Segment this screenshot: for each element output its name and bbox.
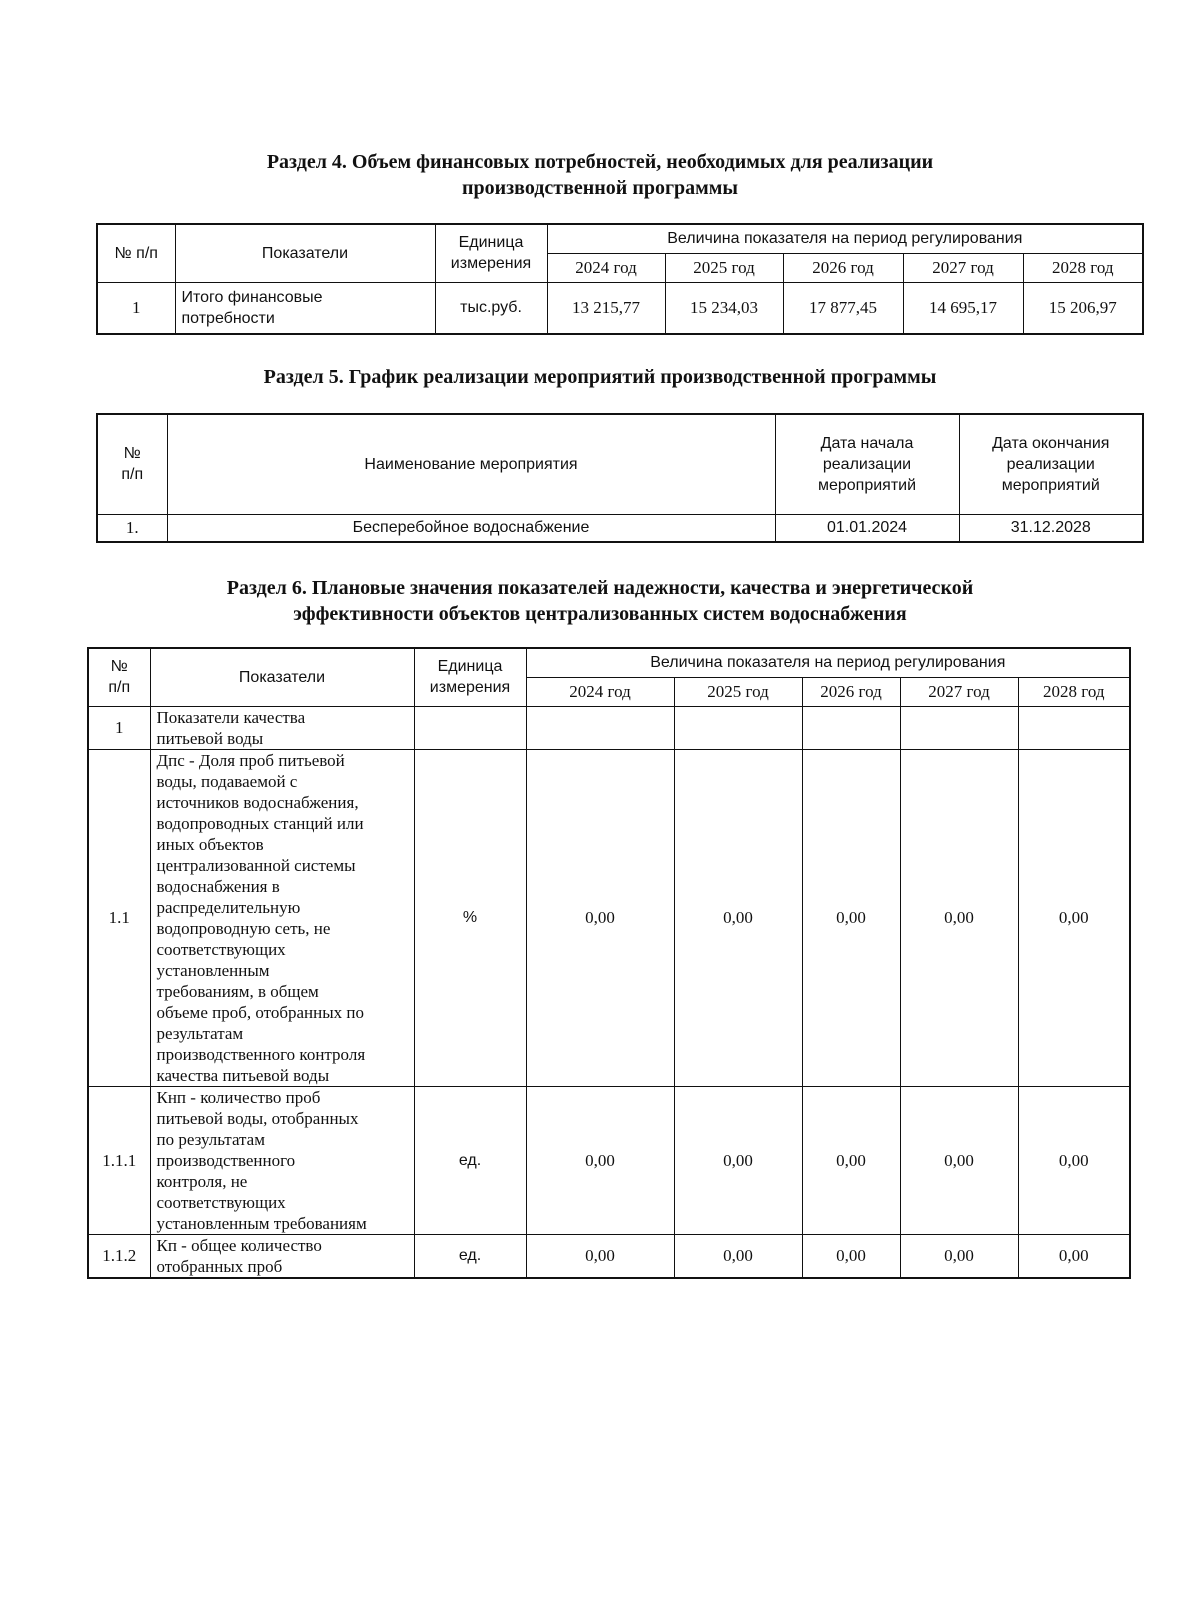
s5-row-start: 01.01.2024 (775, 514, 959, 542)
s6-row-value: 0,00 (1018, 749, 1130, 1086)
s6-row-value (900, 706, 1018, 749)
s6-row-indicator-line: контроля, не (156, 1171, 248, 1191)
s6-row-indicator-line: водопроводных станций или (156, 813, 364, 833)
s4-row-value: 14 695,17 (903, 282, 1023, 334)
s6-row-indicator-line: Кп - общее количество (156, 1235, 322, 1255)
section6-title (0, 575, 1200, 627)
s6-header-year: 2028 год (1018, 677, 1130, 706)
s5-header-name: Наименование мероприятия (167, 414, 775, 514)
s6-row-indicator-line: распределительную (156, 897, 301, 917)
s6-body (88, 706, 1130, 1278)
section5-title (0, 364, 1200, 390)
s4-row-value: 17 877,45 (783, 282, 903, 334)
s6-row-indicator-line: требованиям, в общем (156, 981, 319, 1001)
s5-row-num: 1. (97, 514, 167, 542)
section5-table (96, 413, 1144, 543)
s6-row-value (526, 706, 674, 749)
s5-header-end-line3: мероприятий (1001, 476, 1100, 494)
s4-row (97, 282, 1143, 334)
s6-header-year: 2025 год (674, 677, 802, 706)
section5-title-text: Раздел 5. График реализации мероприятий производственной программы (263, 366, 937, 388)
s6-row-unit: % (414, 749, 526, 1086)
s6-row-indicator (150, 749, 414, 1086)
s6-row-value: 0,00 (674, 1234, 802, 1278)
s6-row-indicator-line: воды, подаваемой с (156, 771, 298, 791)
table-row (88, 1086, 1130, 1234)
s5-header-end-line1: Дата окончания (992, 434, 1110, 452)
s4-row-value: 13 215,77 (547, 282, 665, 334)
s5-header-num-line2: п/п (121, 466, 144, 484)
s5-row-end: 31.12.2028 (959, 514, 1143, 542)
s6-row-value (674, 706, 802, 749)
s6-row-indicator-line: соответствующих (156, 939, 286, 959)
s6-row-indicator-line: производственного контроля (156, 1044, 366, 1064)
s4-header-period: Величина показателя на период регулирования (547, 224, 1143, 253)
s6-row-unit: ед. (414, 1086, 526, 1234)
s6-row-value: 0,00 (900, 1086, 1018, 1234)
s6-row-num: 1.1.2 (88, 1234, 150, 1278)
section4-title-line1: Раздел 4. Объем финансовых потребностей, необходимых для реализации (266, 151, 934, 173)
s6-row-indicator-line: по результатам (156, 1129, 265, 1149)
s6-row-indicator-line: результатам (156, 1023, 244, 1043)
s6-header-num-line2: п/п (108, 679, 131, 697)
s5-header-end (959, 414, 1143, 514)
s6-row-indicator-line: водоснабжения в (156, 876, 280, 896)
table-row (88, 1234, 1130, 1278)
section6-title-line1: Раздел 6. Плановые значения показателей надежности, качества и энергетической (226, 577, 974, 599)
s6-row-unit (414, 706, 526, 749)
s4-row-indicator (175, 282, 435, 334)
s6-row-value: 0,00 (802, 1234, 900, 1278)
s6-row-value: 0,00 (1018, 1234, 1130, 1278)
s6-row-num: 1 (88, 706, 150, 749)
s5-header-start-line3: мероприятий (817, 476, 917, 494)
s6-row-indicator-line: соответствующих (156, 1192, 286, 1212)
s6-header-unit (414, 648, 526, 706)
section4-title-line2: производственной программы (461, 177, 739, 199)
s5-row (97, 514, 1143, 542)
s6-row-indicator-line: Показатели качества (156, 707, 306, 727)
s5-header-num (97, 414, 167, 514)
s6-row-indicator (150, 1086, 414, 1234)
s6-row-indicator-line: иных объектов (156, 834, 264, 854)
s4-header-year: 2027 год (903, 253, 1023, 282)
s6-header-unit-line1: Единица (437, 658, 503, 676)
s5-header-end-line2: реализации (1006, 455, 1095, 473)
s6-row-value: 0,00 (526, 749, 674, 1086)
table-row (88, 749, 1130, 1086)
s6-row-value: 0,00 (802, 749, 900, 1086)
s6-row-indicator-line: Кнп - количество проб (156, 1087, 321, 1107)
s4-header-unit-line2: измерения (450, 255, 532, 273)
s6-header-num (88, 648, 150, 706)
s4-header-indicator: Показатели (175, 224, 435, 282)
s6-row-value: 0,00 (802, 1086, 900, 1234)
s6-header-year: 2024 год (526, 677, 674, 706)
s6-row-indicator-line: качества питьевой воды (156, 1065, 330, 1085)
s6-row-value: 0,00 (674, 1086, 802, 1234)
s4-header-year: 2024 год (547, 253, 665, 282)
s6-row-indicator-line: производственного (156, 1150, 296, 1170)
s6-row-value: 0,00 (900, 749, 1018, 1086)
section6-title-line2: эффективности объектов централизованных систем водоснабжения (293, 603, 907, 625)
s5-header-start (775, 414, 959, 514)
s4-header-year: 2025 год (665, 253, 783, 282)
s6-header-period: Величина показателя на период регулирования (526, 648, 1130, 677)
s6-row-value: 0,00 (526, 1234, 674, 1278)
s4-row-unit: тыс.руб. (435, 282, 547, 334)
s6-header-year: 2026 год (802, 677, 900, 706)
s6-row-indicator-line: объеме проб, отобранных по (156, 1002, 365, 1022)
s6-row-num: 1.1.1 (88, 1086, 150, 1234)
s6-row-value: 0,00 (900, 1234, 1018, 1278)
s6-row-indicator (150, 1234, 414, 1278)
s5-header-start-line2: реализации (822, 455, 912, 473)
s6-header-indicator: Показатели (150, 648, 414, 706)
s4-header-unit (435, 224, 547, 282)
s6-header-unit-line2: измерения (429, 679, 511, 697)
s4-header-year: 2026 год (783, 253, 903, 282)
s5-header-start-line1: Дата начала (820, 434, 914, 452)
s6-row-value: 0,00 (674, 749, 802, 1086)
section4-table (96, 223, 1144, 335)
s4-row-indicator-line1: Итого финансовые (181, 288, 323, 306)
s4-row-value: 15 206,97 (1023, 282, 1143, 334)
s6-row-indicator-line: установленным (156, 960, 270, 980)
s6-row-value: 0,00 (1018, 1086, 1130, 1234)
s6-row-num: 1.1 (88, 749, 150, 1086)
table-row (88, 706, 1130, 749)
s6-row-indicator-line: водопроводную сеть, не (156, 918, 331, 938)
s5-header-num-line1: № (123, 445, 141, 463)
s4-row-value: 15 234,03 (665, 282, 783, 334)
s6-row-indicator-line: Дпс - Доля проб питьевой (156, 750, 345, 770)
s6-row-indicator-line: питьевой воды (156, 728, 264, 748)
s4-header-num: № п/п (97, 224, 175, 282)
s6-row-indicator-line: централизованной системы (156, 855, 356, 875)
s6-row-indicator-line: установленным требованиям (156, 1213, 367, 1233)
section4-title (0, 149, 1200, 201)
s6-row-value (802, 706, 900, 749)
s6-row-indicator-line: отобранных проб (156, 1256, 283, 1276)
s4-header-unit-line1: Единица (458, 234, 524, 252)
s4-header-year: 2028 год (1023, 253, 1143, 282)
s6-row-indicator-line: питьевой воды, отобранных (156, 1108, 359, 1128)
s4-row-num: 1 (97, 282, 175, 334)
s6-row-value: 0,00 (526, 1086, 674, 1234)
section6-table (87, 647, 1131, 1279)
s4-row-indicator-line2: потребности (181, 309, 275, 327)
s6-row-unit: ед. (414, 1234, 526, 1278)
s6-row-value (1018, 706, 1130, 749)
s6-header-year: 2027 год (900, 677, 1018, 706)
s6-row-indicator-line: источников водоснабжения, (156, 792, 359, 812)
s6-header-num-line1: № (110, 658, 128, 676)
s5-row-name: Бесперебойное водоснабжение (167, 514, 775, 542)
s6-row-indicator (150, 706, 414, 749)
